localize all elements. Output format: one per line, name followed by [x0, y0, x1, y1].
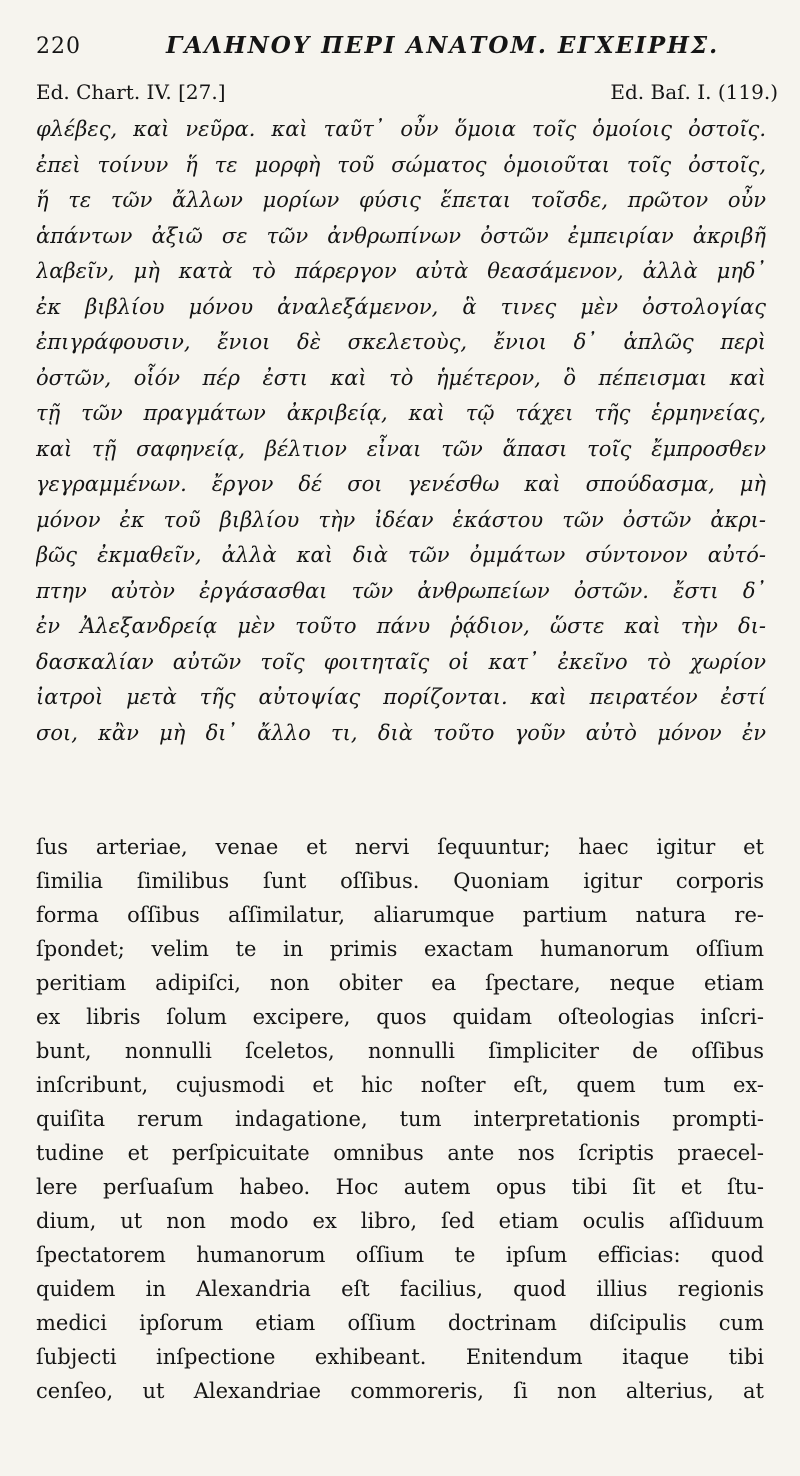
edition-reference-basel: Ed. Baſ. I. (119.) [610, 80, 778, 104]
latin-text-line: bunt, nonnulli ſceletos, nonnulli ſimpliciter de oſſibus [36, 1039, 764, 1063]
greek-text-line: γεγραμμένων. ἔργον δέ σοι γενέσθω καὶ σπούδασμα, μὴ [36, 472, 766, 496]
latin-text-line: ſus arteriae, venae et nervi ſequuntur; haec igitur et [36, 835, 764, 859]
greek-text-block [36, 112, 766, 751]
greek-text-line: ἰατροὶ μετὰ τῆς αὐτοψίας πορίζονται. καὶ πειρατέον ἐστί [36, 685, 766, 709]
latin-text-line: ſubjecti inſpectione exhibeant. Enitendum itaque tibi [36, 1345, 764, 1369]
latin-text-line: ſimilia ſimilibus ſunt oſſibus. Quoniam igitur corporis [36, 869, 764, 893]
greek-text-line: βῶς ἐκμαθεῖν, ἀλλὰ καὶ διὰ τῶν ὀμμάτων σύντονον αὐτό- [36, 543, 766, 567]
latin-text-block [36, 830, 764, 1408]
running-title: ΓΑΛΗΝΟΥ ΠΕΡΙ ΑΝΑΤΟΜ. ΕΓΧΕΙΡΗΣ. [166, 32, 720, 59]
edition-reference-line [36, 80, 778, 110]
greek-text-line: ἐν Ἀλεξανδρείᾳ μὲν τοῦτο πάνυ ῥᾴδιον, ὥστε καὶ τὴν δι- [36, 614, 766, 638]
greek-text-line: ἥ τε τῶν ἄλλων μορίων φύσις ἕπεται τοῖσδε, πρῶτον οὖν [36, 188, 766, 212]
latin-text-line: peritiam adipiſci, non obiter ea ſpectare, neque etiam [36, 971, 764, 995]
greek-text-line: ἐπεὶ τοίνυν ἥ τε μορφὴ τοῦ σώματος ὁμοιοῦται τοῖς ὀστοῖς, [36, 152, 766, 177]
latin-text-line: forma oſſibus aſſimilatur, aliarumque partium natura re- [36, 903, 764, 927]
greek-text-line: μόνον ἐκ τοῦ βιβλίου τὴν ἰδέαν ἑκάστου τῶν ὀστῶν ἀκρι- [36, 507, 766, 532]
greek-text-line: ἐπιγράφουσιν, ἔνιοι δὲ σκελετοὺς, ἔνιοι δ᾽ ἁπλῶς περὶ [36, 330, 766, 354]
greek-text-line: φλέβες, καὶ νεῦρα. καὶ ταῦτ᾽ οὖν ὅμοια τοῖς ὁμοίοις ὀστοῖς. [36, 117, 766, 141]
latin-text-line: ex libris ſolum excipere, quos quidam oſteologias inſcri- [36, 1005, 764, 1029]
greek-text-line: λαβεῖν, μὴ κατὰ τὸ πάρεργον αὐτὰ θεασάμενον, ἀλλὰ μηδ᾽ [36, 259, 766, 283]
latin-text-line: ſpectatorem humanorum oſſium te ipſum efficias: quod [36, 1243, 764, 1267]
edition-reference-chartier: Ed. Chart. IV. [27.] [36, 80, 226, 104]
latin-text-line: quiſita rerum indagatione, tum interpretationis prompti- [36, 1107, 764, 1131]
latin-text-line: inſcribunt, cujusmodi et hic noſter eſt, quem tum ex- [36, 1073, 764, 1097]
greek-text-line: πτην αὐτὸν ἐργάσασθαι τῶν ἀνθρωπείων ὀστῶν. ἔστι δ᾽ [36, 578, 766, 603]
page-number: 220 [36, 34, 81, 59]
latin-text-line: cenſeo, ut Alexandriae commoreris, ſi non alterius, at [36, 1379, 764, 1403]
greek-text-line: δασκαλίαν αὐτῶν τοῖς φοιτηταῖς οἱ κατ᾽ ἐκεῖνο τὸ χωρίον [36, 649, 766, 674]
latin-text-line: quidem in Alexandria eſt facilius, quod illius regionis [36, 1277, 764, 1301]
greek-text-line: ἁπάντων ἀξιῶ σε τῶν ἀνθρωπίνων ὀστῶν ἐμπειρίαν ἀκριβῆ [36, 223, 766, 248]
latin-text-line: tudine et perſpicuitate omnibus ante nos ſcriptis praecel- [36, 1141, 764, 1165]
running-head [36, 30, 770, 70]
latin-text-line: medici ipſorum etiam oſſium doctrinam diſcipulis cum [36, 1311, 764, 1335]
greek-text-line: ὀστῶν, οἷόν πέρ ἐστι καὶ τὸ ἡμέτερον, ὃ πέπεισμαι καὶ [36, 365, 766, 390]
greek-text-line: ἐκ βιβλίου μόνου ἀναλεξάμενον, ἃ τινες μὲν ὀστολογίας [36, 294, 766, 319]
greek-text-line: τῇ τῶν πραγμάτων ἀκριβείᾳ, καὶ τῷ τάχει τῆς ἑρμηνείας, [36, 401, 766, 425]
latin-text-line: ſpondet; velim te in primis exactam humanorum oſſium [36, 937, 764, 961]
latin-text-line: dium, ut non modo ex libro, ſed etiam oculis aſſiduum [36, 1209, 764, 1233]
greek-text-line: σοι, κἂν μὴ δι᾽ ἄλλο τι, διὰ τοῦτο γοῦν αὐτὸ μόνον ἐν [36, 720, 766, 745]
greek-text-line: καὶ τῇ σαφηνείᾳ, βέλτιον εἶναι τῶν ἅπασι τοῖς ἔμπροσθεν [36, 436, 766, 461]
latin-text-line: lere perſuaſum habeo. Hoc autem opus tibi ſit et ſtu- [36, 1175, 764, 1199]
